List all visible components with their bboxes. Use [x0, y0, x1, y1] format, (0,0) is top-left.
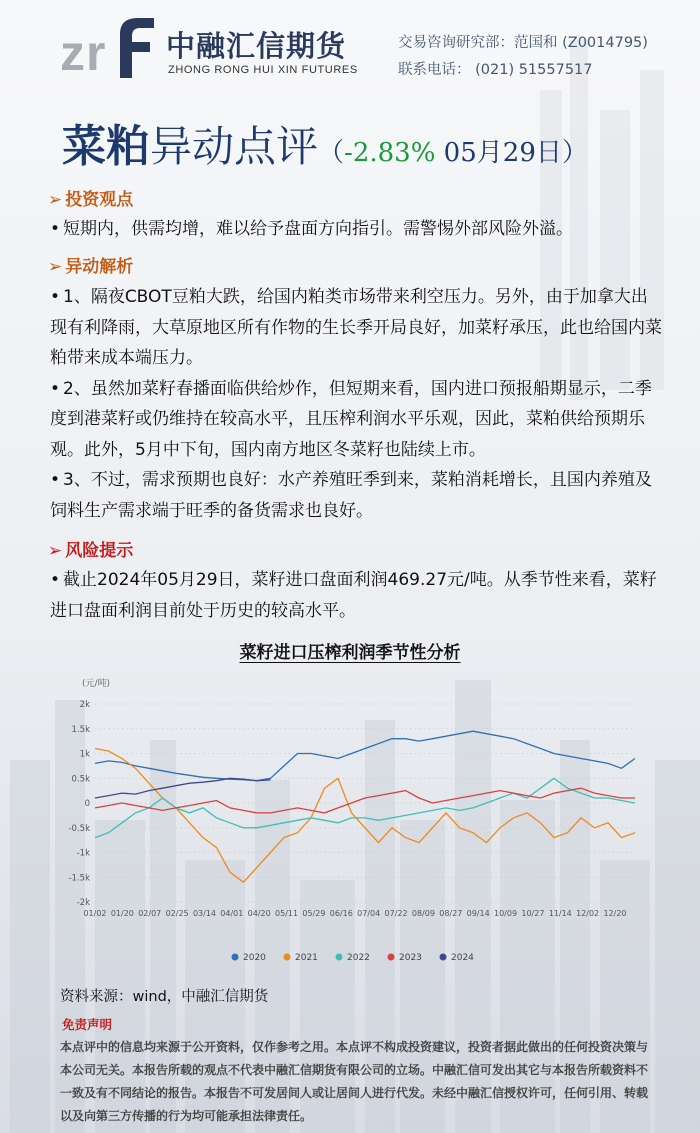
svg-text:r: r	[86, 25, 106, 81]
y-tick-label: -1.5k	[68, 873, 90, 884]
series-line-2023	[95, 788, 635, 813]
y-tick-label: 2k	[79, 700, 90, 710]
x-tick-label: 05/11	[275, 909, 299, 918]
disclaimer-text: 本点评中的信息均来源于公开资料，仅作参考之用。本点评不构成投资建议，投资者据此做出的任何投资决策与本公司无关。本报告所载的观点不代表中融汇信期货有限公司的立场。中融汇信可发出其它与本报告所载资料不一致及有不同结论的报告。本报告不可发居间人或让居间人进行代发。未经中融汇信授权许可，任何引用、转载以及向第三方传播的行为均可能承担法律责任。	[60, 1040, 649, 1123]
contact-info	[398, 30, 648, 84]
y-tick-label: -1k	[76, 848, 90, 859]
chevron-right-icon: ➢	[48, 190, 63, 210]
company-logo	[58, 12, 388, 82]
x-tick-label: 03/14	[192, 909, 217, 918]
x-tick-label: 04/20	[247, 909, 271, 918]
analyst-line: 交易咨询研究部：范国和 (Z0014795)	[398, 35, 648, 51]
y-axis-unit: (元/吨)	[82, 679, 111, 689]
x-tick-label: 10/27	[521, 909, 545, 918]
legend-label: 2023	[399, 953, 422, 963]
y-tick-label: 1.5k	[71, 724, 90, 735]
x-tick-label: 04/01	[220, 909, 244, 918]
x-tick-label: 09/14	[466, 909, 490, 918]
data-source: 资料来源：wind，中融汇信期货	[60, 989, 269, 1005]
x-tick-label: 02/25	[165, 909, 189, 918]
section-heading-investment-view: ➢ 投资观点	[48, 190, 134, 210]
x-tick-label: 08/09	[411, 909, 435, 918]
chevron-right-icon: ➢	[48, 541, 63, 561]
legend-label: 2024	[451, 953, 474, 963]
x-tick-label: 12/20	[603, 909, 627, 918]
logo-chinese-name: 中融汇信期货	[166, 29, 347, 63]
x-tick-label: 02/07	[138, 909, 162, 918]
section-heading-analysis: ➢ 异动解析	[48, 257, 134, 277]
zrf-logo-mark	[58, 12, 158, 82]
seasonal-profit-chart	[60, 672, 660, 972]
x-tick-label: 01/02	[83, 909, 107, 918]
x-tick-label: 07/22	[384, 909, 408, 918]
risk-text: • 截止2024年05月29日，菜籽进口盘面利润469.27元/吨。从季节性来看，菜籽进口盘面利润目前处于历史的较高水平。	[50, 570, 657, 621]
x-tick-label: 06/16	[329, 909, 353, 918]
legend-label: 2020	[243, 953, 266, 963]
title-subject: 异动点评	[150, 122, 319, 171]
title-paren: （	[318, 138, 345, 168]
title-date: 05月29日）	[435, 138, 588, 168]
analysis-point-3: • 3、不过，需求预期也良好：水产养殖旺季到来，菜粕消耗增长，且国内养殖及饲料生产需求端于旺季的备货需求也良好。	[50, 470, 652, 521]
section-heading-risk: ➢ 风险提示	[48, 541, 134, 561]
legend-label: 2021	[295, 953, 318, 963]
analysis-point-1: • 1、隔夜CBOT豆粕大跌，给国内粕类市场带来利空压力。另外，由于加拿大出现有利降雨，大草原地区所有作物的生长季开局良好，加菜籽承压，此也给国内菜粕带来成本端压力。	[50, 287, 662, 368]
x-tick-label: 12/02	[576, 909, 600, 918]
page-title	[62, 110, 588, 174]
title-commodity: 菜粕	[62, 121, 150, 172]
series-line-2021	[95, 749, 635, 883]
x-tick-label: 05/29	[302, 909, 326, 918]
analysis-point-2: • 2、虽然加菜籽春播面临供给炒作，但短期来看，国内进口预报船期显示，二季度到港菜籽或仍维持在较高水平，且压榨利润水平乐观，因此，菜粕供给预期乐观。此外，5月中下旬，国内南方地区冬菜籽也陆续上市。	[50, 378, 652, 460]
svg-text:z: z	[60, 25, 85, 81]
legend-marker-2023	[388, 954, 395, 961]
y-tick-label: 0	[84, 799, 90, 809]
legend-label: 2022	[347, 953, 370, 963]
x-tick-label: 11/14	[548, 909, 572, 918]
legend-marker-2020	[232, 954, 239, 961]
x-tick-label: 10/09	[493, 909, 518, 918]
series-line-2024	[95, 778, 271, 798]
y-tick-label: -0.5k	[68, 823, 90, 834]
legend-marker-2022	[336, 954, 343, 961]
x-tick-label: 08/27	[439, 909, 463, 918]
legend-marker-2021	[284, 954, 291, 961]
chevron-right-icon: ➢	[48, 257, 63, 277]
logo-english-name: ZHONG RONG HUI XIN FUTURES	[168, 64, 358, 76]
analysis-text	[50, 282, 662, 526]
y-tick-label: -2k	[76, 898, 90, 908]
investment-view-text: • 短期内，供需均增，难以给予盘面方向指引。需警惕外部风险外溢。	[50, 219, 573, 239]
x-tick-label: 07/04	[357, 909, 381, 918]
y-tick-label: 1k	[79, 749, 90, 760]
y-tick-label: 0.5k	[71, 774, 90, 785]
title-change-percent: -2.83%	[344, 138, 436, 168]
x-tick-label: 01/20	[110, 909, 134, 918]
legend-marker-2024	[440, 954, 447, 961]
chart-title: 菜籽进口压榨利润季节性分析	[239, 643, 461, 663]
disclaimer-title: 免责声明	[62, 1017, 113, 1032]
phone-line: 联系电话： (021) 51557517	[398, 62, 593, 78]
series-line-2020	[95, 731, 635, 781]
